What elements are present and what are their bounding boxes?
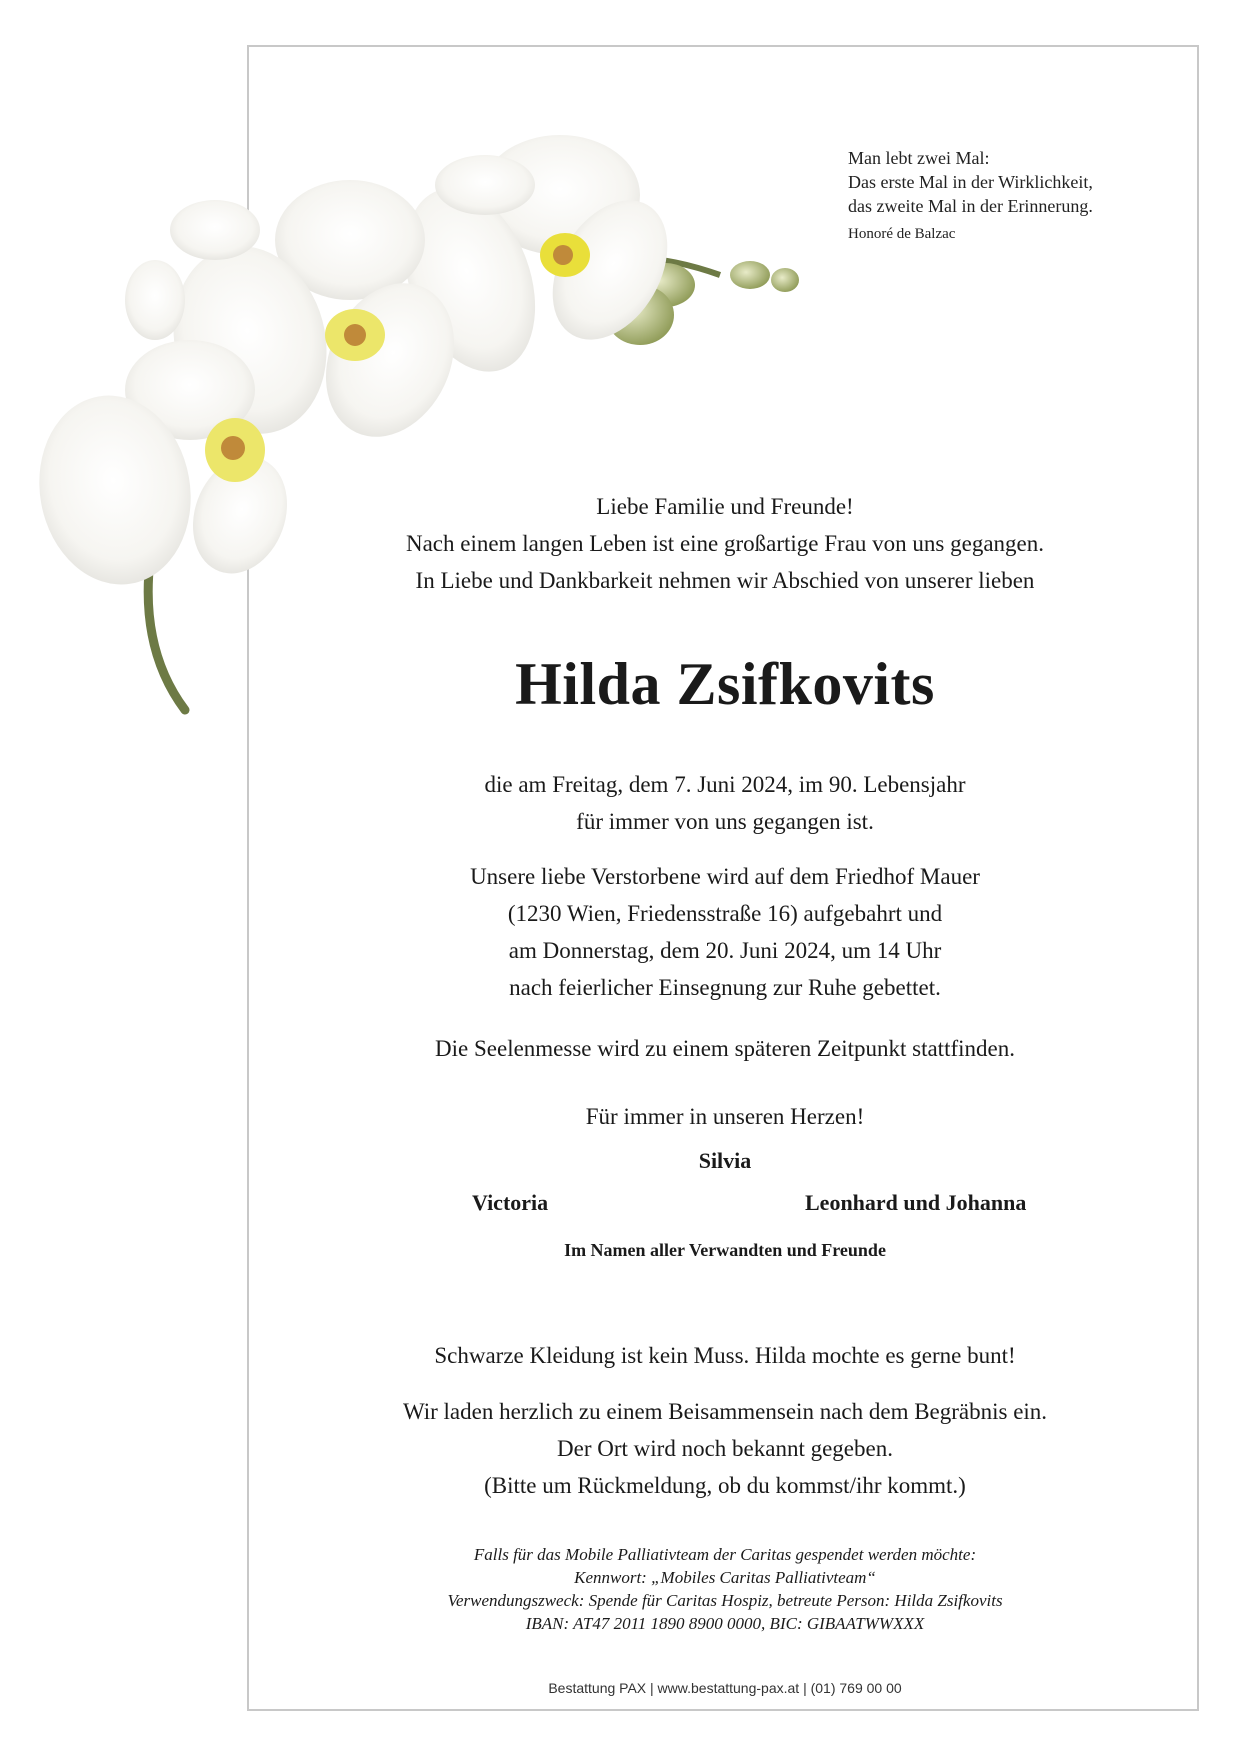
closing-text: Für immer in unseren Herzen! [585, 1104, 865, 1129]
intro-line: Nach einem langen Leben ist eine großartige Frau von uns gegangen. [405, 531, 1045, 556]
deceased-name: Hilda Zsifkovits [515, 651, 935, 717]
invitation-line: Wir laden herzlich zu einem Beisammensein nach dem Begräbnis ein. [402, 1399, 1048, 1424]
death-info [320, 766, 1130, 840]
mourner-right: Leonhard und Johanna [805, 1190, 1027, 1215]
closing-line [320, 1098, 1130, 1135]
death-line: die am Freitag, dem 7. Juni 2024, im 90. Lebensjahr [484, 772, 966, 797]
burial-line: am Donnerstag, dem 20. Juni 2024, um 14 Uhr [508, 938, 942, 963]
invitation-note [320, 1393, 1130, 1504]
invitation-line: (Bitte um Rückmeldung, ob du kommst/ihr kommt.) [484, 1473, 966, 1498]
death-line: für immer von uns gegangen ist. [576, 809, 874, 834]
donation-line: Falls für das Mobile Palliativteam der Caritas gespendet werden möchte: [473, 1545, 977, 1564]
burial-line: nach feierlicher Einsegnung zur Ruhe gebettet. [509, 975, 941, 1000]
epigraph [848, 146, 1188, 246]
mourner-first: Silvia [698, 1148, 752, 1173]
clothing-note [320, 1337, 1130, 1374]
burial-info [320, 858, 1130, 1006]
burial-line: (1230 Wien, Friedensstraße 16) aufgebahrt und [507, 901, 943, 926]
quote-line: Man lebt zwei Mal: [848, 148, 990, 168]
quote-author: Honoré de Balzac [848, 226, 956, 242]
intro-line: In Liebe und Dankbarkeit nehmen wir Abschied von unserer lieben [415, 568, 1035, 593]
burial-line: Unsere liebe Verstorbene wird auf dem Friedhof Mauer [470, 864, 980, 889]
intro-line: Liebe Familie und Freunde! [596, 494, 854, 519]
quote-line: das zweite Mal in der Erinnerung. [848, 196, 1093, 216]
footer-contact: Bestattung PAX | www.bestattung-pax.at | (01) 769 00 00 [548, 1680, 902, 1696]
donation-info [320, 1543, 1130, 1635]
quote-line: Das erste Mal in der Wirklichkeit, [848, 172, 1093, 192]
mass-line: Die Seelenmesse wird zu einem späteren Zeitpunkt stattfinden. [435, 1036, 1015, 1061]
invitation-line: Der Ort wird noch bekannt gegeben. [557, 1436, 893, 1461]
donation-line: Verwendungszweck: Spende für Caritas Hospiz, betreute Person: Hilda Zsifkovits [447, 1591, 1003, 1610]
intro-text [320, 488, 1130, 599]
donation-line: Kennwort: „Mobiles Caritas Palliativteam“ [574, 1568, 876, 1587]
donation-line: IBAN: AT47 2011 1890 8900 0000, BIC: GIBAATWWXXX [525, 1614, 925, 1633]
mass-info [320, 1030, 1130, 1067]
mourner-left: Victoria [472, 1190, 549, 1215]
on-behalf-line: Im Namen aller Verwandten und Freunde [564, 1240, 886, 1260]
clothing-text: Schwarze Kleidung ist kein Muss. Hilda mochte es gerne bunt! [434, 1343, 1016, 1368]
